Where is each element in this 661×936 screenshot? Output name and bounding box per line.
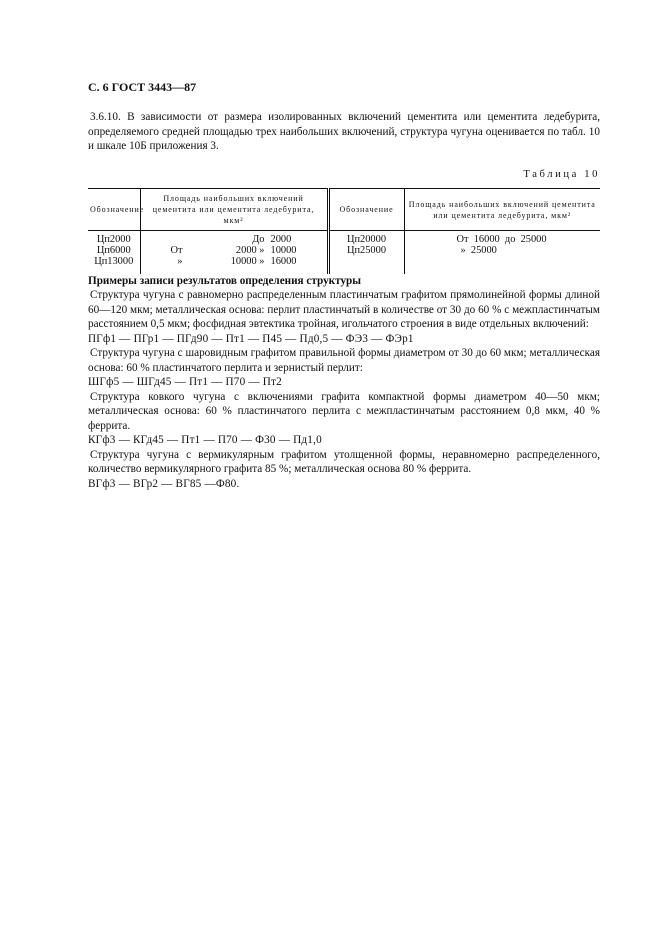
table-header-area-right: Площадь наибольших включений цементита или цементита ледебурита, мкм² xyxy=(404,189,600,231)
table-header-designation-left: Обозначение xyxy=(88,189,140,231)
table-cell-designation: Цп13000 xyxy=(94,256,134,268)
paragraph-3-6-10: 3.6.10. В зависимости от размера изолированных включений цементита или цементита ледебурита, определяемого средней площадью трех наибольших включений, структура чугуна оценивается по табл. 10 и шкале 10Б приложения 3. xyxy=(88,111,600,152)
table-cell-designation: Цп25000 xyxy=(346,245,387,257)
example-formula: ПГф1 — ПГр1 — ПГд90 — Пт1 — П45 — Пд0,5 — ФЭ3 — ФЭр1 xyxy=(88,332,414,345)
example-formula: ВГф3 — ВГр2 — ВГ85 —Ф80. xyxy=(88,477,240,490)
table-cell-area: От 2000 » 10000 xyxy=(170,245,297,257)
table-10 xyxy=(88,188,600,274)
table-caption: Таблица 10 xyxy=(523,168,600,180)
table-cell-designation: Цп2000 xyxy=(96,234,131,245)
example-text: Структура чугуна с вермикулярным графитом утолщенной формы, неравномерно распределенного, количество вермикулярного графита 85 %; металлическая основа 80 % феррита. xyxy=(88,448,600,476)
table-header-row xyxy=(88,189,600,231)
example-text: Структура ковкого чугуна с включениями графита компактной формы диаметром 40—50 мкм; металлическая основа: 60 % пластинчатого перлита с межпластинчатым расстоянием 0,8 мкм, 40 % феррита. xyxy=(88,390,600,432)
table-header-area-left: Площадь наибольших включений цементита или цементита ледебурита, мкм² xyxy=(140,189,328,231)
table-cell-designation: Цп20000 xyxy=(346,234,387,245)
table-cell-area: » 10000 » 16000 xyxy=(177,256,297,268)
example-formula: ШГф5 — ШГд45 — Пт1 — П70 — Пт2 xyxy=(88,376,282,389)
table-header-designation-right: Обозначение xyxy=(328,189,404,231)
example-text: Структура чугуна с шаровидным графитом правильной формы диаметром от 30 до 60 мкм; металлическая основа: 60 % пластинчатого перлита и зернистый перлит: xyxy=(88,347,600,374)
table-cell-area: » 25000 xyxy=(460,245,497,257)
table-cell-area: От 16000 до 25000 xyxy=(456,234,547,245)
table-cell-designation: Цп6000 xyxy=(96,245,131,257)
table-row xyxy=(88,231,600,274)
example-formula: КГф3 — КГд45 — Пт1 — П70 — Ф30 — Пд1,0 xyxy=(88,434,322,447)
table-cell-area: До 2000 xyxy=(252,234,292,245)
document-body xyxy=(88,110,600,491)
examples-heading: Примеры записи результатов определения структуры xyxy=(88,274,362,287)
example-text: Структура чугуна с равномерно распределенным пластинчатым графитом прямолинейной формы длиной 60—120 мкм; металлическая основа: перлит пластинчатый в количестве от 30 до 60 % с межпластинчатым расстоянием 0,5 мкм; фосфидная эвтектика тройная, игольчатого строения в виде отдельных включений: xyxy=(88,289,600,331)
page-header: С. 6 ГОСТ 3443—87 xyxy=(88,80,197,94)
